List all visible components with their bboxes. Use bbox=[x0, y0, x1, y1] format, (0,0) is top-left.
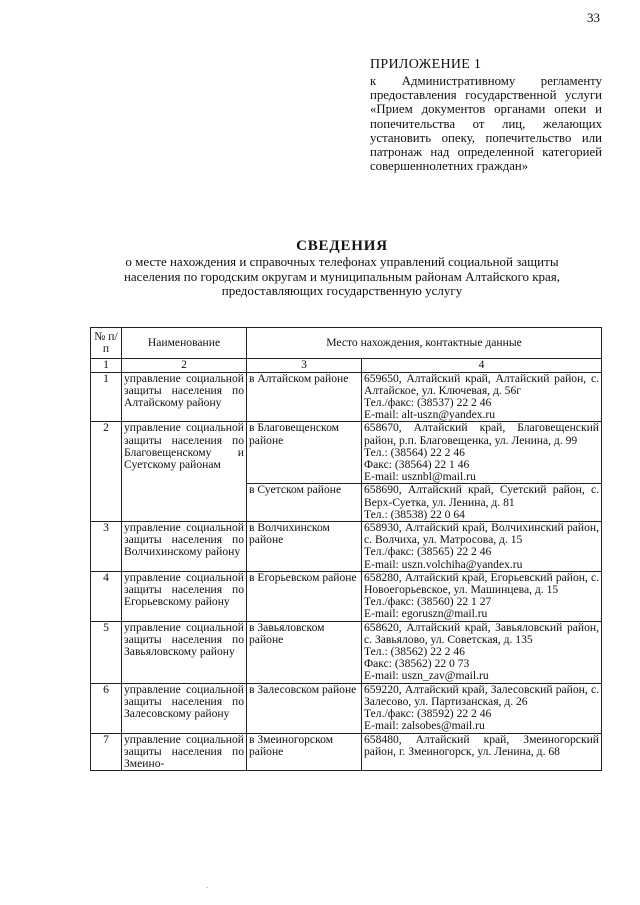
scan-artifact: . bbox=[206, 880, 209, 890]
row-number: 7 bbox=[91, 733, 122, 771]
appendix-block bbox=[370, 57, 602, 173]
office-name: управление социальной защиты населения по Алтайскому району bbox=[122, 372, 247, 422]
contact-details bbox=[362, 484, 602, 522]
contact-line: Тел./факс: (38592) 22 2 46 bbox=[364, 707, 492, 721]
contact-line: E-mail: uszn.volchiha@yandex.ru bbox=[364, 557, 523, 571]
row-number: 6 bbox=[91, 683, 122, 733]
contact-line: E-mail: alt-uszn@yandex.ru bbox=[364, 408, 496, 422]
contact-line: E-mail: usznbl@mail.ru bbox=[364, 470, 476, 484]
contact-details bbox=[362, 683, 602, 733]
table-body bbox=[91, 359, 602, 771]
row-number: 5 bbox=[91, 621, 122, 683]
district-location: в Волчихинском районе bbox=[247, 522, 362, 572]
contact-details bbox=[362, 621, 602, 683]
office-name: управление социальной защиты населения по Благовещенскому и Суетскому районам bbox=[122, 422, 247, 522]
table-row bbox=[91, 522, 602, 572]
header-num: № п/п bbox=[91, 328, 122, 359]
table-row bbox=[91, 571, 602, 621]
contact-line: E-mail: egoruszn@mail.ru bbox=[364, 607, 488, 621]
index-cell: 1 bbox=[91, 359, 122, 372]
table-row bbox=[91, 683, 602, 733]
heading-subtitle: о месте нахождения и справочных телефонах управлений социальной защиты населения по городским округам и муниципальным районам Алтайского края, предоставляющих государственную услугу bbox=[123, 254, 561, 298]
table-row bbox=[91, 422, 602, 484]
page-number: 33 bbox=[587, 10, 600, 25]
address-line: 658620, Алтайский край, Завьяловский район, с. Завьялово, ул. Советская, д. 135 bbox=[364, 620, 599, 646]
header-name: Наименование bbox=[122, 328, 247, 359]
contact-details bbox=[362, 372, 602, 422]
contact-line: Факс: (38564) 22 1 46 bbox=[364, 458, 470, 472]
district-location: в Благовещенском районе bbox=[247, 422, 362, 484]
row-number: 3 bbox=[91, 522, 122, 572]
row-number: 4 bbox=[91, 571, 122, 621]
contact-line: Факс: (38562) 22 0 73 bbox=[364, 657, 470, 671]
district-location: в Завьяловском районе bbox=[247, 621, 362, 683]
district-location: в Егорьевском районе bbox=[247, 571, 362, 621]
contact-details bbox=[362, 422, 602, 484]
table-header-row bbox=[91, 328, 602, 359]
table-row bbox=[91, 733, 602, 771]
offices-table bbox=[90, 327, 602, 771]
row-number: 2 bbox=[91, 422, 122, 522]
contact-line: Тел.: (38564) 22 2 46 bbox=[364, 445, 465, 459]
appendix-title: ПРИЛОЖЕНИЕ 1 bbox=[370, 57, 482, 72]
district-location: в Змеиногорском районе bbox=[247, 733, 362, 771]
index-cell: 3 bbox=[247, 359, 362, 372]
contact-details bbox=[362, 571, 602, 621]
office-name: управление социальной защиты населения по Змеино- bbox=[122, 733, 247, 771]
address-line: 659220, Алтайский край, Залесовский район, с. Залесово, ул. Партизанская, д. 26 bbox=[364, 682, 599, 708]
row-number: 1 bbox=[91, 372, 122, 422]
district-location: в Залесовском районе bbox=[247, 683, 362, 733]
contact-details bbox=[362, 522, 602, 572]
address-line: 658280, Алтайский край, Егорьевский район, с. Новоегорьевское, ул. Машинцева, д. 15 bbox=[364, 570, 599, 597]
district-location: в Алтайском районе bbox=[247, 372, 362, 422]
table-index-row bbox=[91, 359, 602, 372]
document-heading bbox=[122, 238, 562, 299]
contact-line: E-mail: uszn_zav@mail.ru bbox=[364, 669, 489, 683]
table-row bbox=[91, 621, 602, 683]
appendix-text: к Административному регламенту предоставления государственной услуги «Прием документов органами опеки и попечительства от лиц, желающих установить опеку, попечительство или патронаж над определенной категорией совершеннолетних граждан» bbox=[370, 74, 602, 174]
contact-line: Тел./факс: (38537) 22 2 46 bbox=[364, 396, 492, 410]
address-line: 658480, Алтайский край, Змеиногорский район, г. Змеиногорск, ул. Ленина, д. 68 bbox=[364, 732, 599, 758]
index-cell: 2 bbox=[122, 359, 247, 372]
table-row bbox=[91, 372, 602, 422]
contact-details bbox=[362, 733, 602, 771]
address-line: 658930, Алтайский край, Волчихинский район, с. Волчиха, ул. Матросова, д. 15 bbox=[364, 521, 599, 547]
heading-title: СВЕДЕНИЯ bbox=[296, 238, 388, 254]
contact-line: E-mail: zalsobes@mail.ru bbox=[364, 719, 485, 733]
contact-line: Тел./факс: (38565) 22 2 46 bbox=[364, 545, 492, 559]
contact-line: Тел.: (38562) 22 2 46 bbox=[364, 645, 465, 659]
office-name: управление социальной защиты населения по Завьяловскому району bbox=[122, 621, 247, 683]
district-location: в Суетском районе bbox=[247, 484, 362, 522]
office-name: управление социальной защиты населения по Залесовскому району bbox=[122, 683, 247, 733]
address-line: 658670, Алтайский край, Благовещенский район, р.п. Благовещенка, ул. Ленина, д. 99 bbox=[364, 421, 599, 447]
address-line: 658690, Алтайский край, Суетский район, с. Верх-Суетка, ул. Ленина, д. 81 bbox=[364, 483, 599, 509]
header-place: Место нахождения, контактные данные bbox=[247, 328, 602, 359]
office-name: управление социальной защиты населения по Волчихинскому району bbox=[122, 522, 247, 572]
office-name: управление социальной защиты населения по Егорьевскому району bbox=[122, 571, 247, 621]
contact-line: Тел.: (38538) 22 0 64 bbox=[364, 507, 465, 521]
index-cell: 4 bbox=[362, 359, 602, 372]
contact-line: Тел./факс: (38560) 22 1 27 bbox=[364, 595, 492, 609]
address-line: 659650, Алтайский край, Алтайский район, с. Алтайское, ул. Ключевая, д. 56г bbox=[364, 371, 599, 397]
